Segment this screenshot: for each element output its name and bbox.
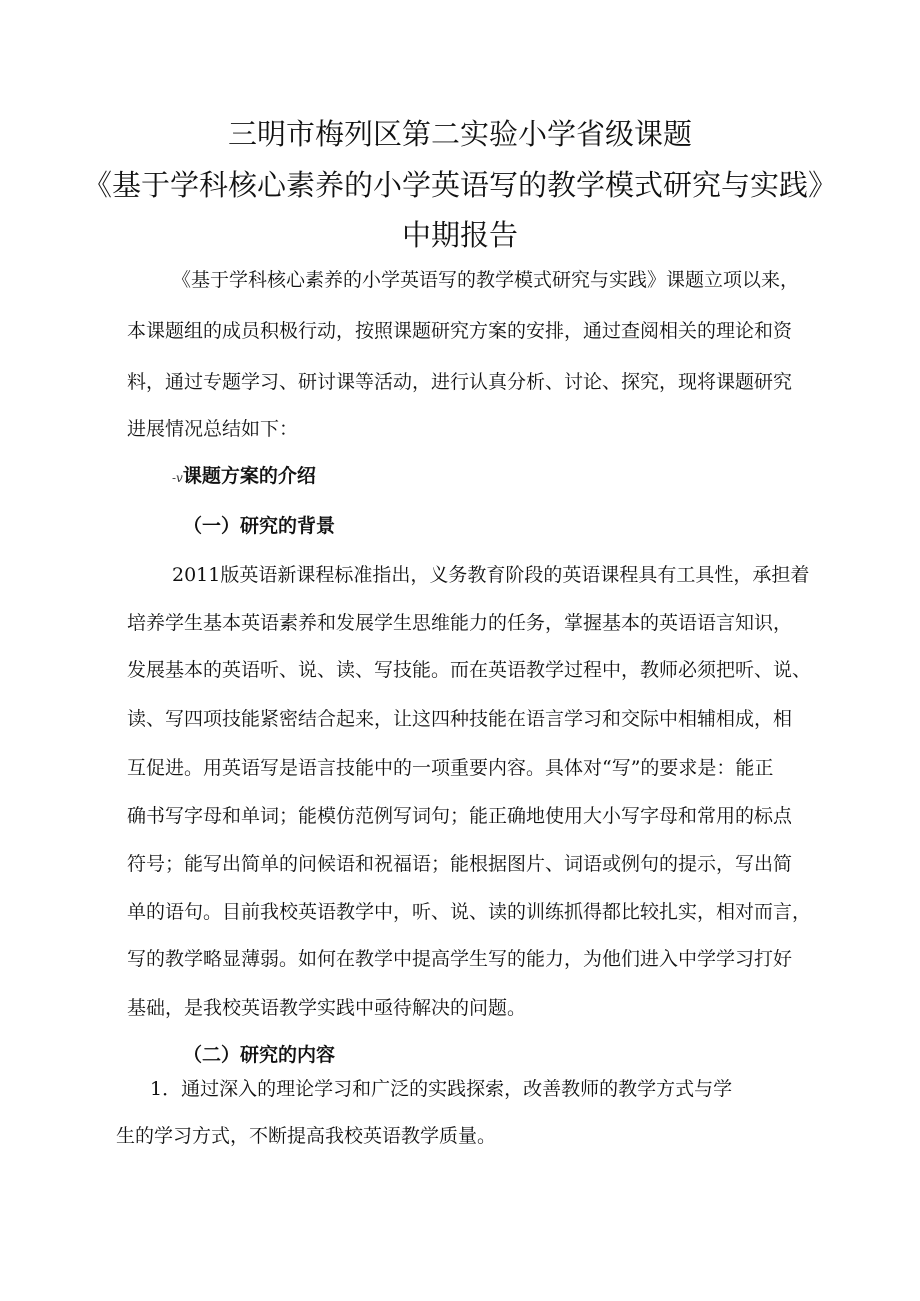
title-line-3: 中期报告: [401, 218, 518, 252]
background-line-9: 写的教学略显薄弱。如何在教学中提高学生写的能力，为他们进入中学学习打好: [127, 948, 793, 970]
title-line-2: 《基于学科核心素养的小学英语写的教学模式研究与实践》: [82, 168, 837, 202]
section-1-marker: -v: [172, 471, 183, 485]
background-line-7: 符号；能写出简单的问候语和祝福语；能根据图片、词语或例句的提示，写出简: [127, 853, 793, 875]
intro-line-3: 料，通过专题学习、研讨课等活动，进行认真分析、讨论、探究，现将课题研究: [127, 371, 793, 393]
background-line-10: 基础，是我校英语教学实践中亟待解决的问题。: [127, 997, 527, 1019]
background-line-6: 确书写字母和单词；能模仿范例写词句；能正确地使用大小写字母和常用的标点: [127, 805, 793, 827]
content-line-2: 生的学习方式，不断提高我校英语教学质量。: [116, 1125, 497, 1147]
background-line-2: 培养学生基本英语素养和发展学生思维能力的任务，掌握基本的英语语言知识，: [127, 612, 793, 634]
intro-line-1: 《基于学科核心素养的小学英语写的教学模式研究与实践》课题立项以来，: [172, 269, 800, 291]
title-line-1: 三明市梅列区第二实验小学省级课题: [227, 117, 692, 151]
content-line-1: 1．通过深入的理论学习和广泛的实践探索，改善教师的教学方式与学: [150, 1078, 733, 1100]
background-line-5: 互促进。用英语写是语言技能中的一项重要内容。具体对“写”的要求是：能正: [127, 757, 774, 779]
background-line-3: 发展基本的英语听、说、读、写技能。而在英语教学过程中，教师必须把听、说、: [127, 659, 812, 681]
subsection-1-heading: （一）研究的背景: [183, 515, 336, 537]
intro-line-2: 本课题组的成员积极行动，按照课题研究方案的安排，通过查阅相关的理论和资: [127, 320, 793, 342]
section-1-heading-text: 课题方案的介绍: [182, 465, 316, 487]
subsection-2-heading: （二）研究的内容: [183, 1044, 336, 1066]
section-1-heading: [172, 463, 316, 492]
background-line-1: 2011版英语新课程标准指出，义务教育阶段的英语课程具有工具性，承担着: [172, 564, 810, 586]
background-line-8: 单的语句。目前我校英语教学中，听、说、读的训练抓得都比较扎实，相对而言，: [127, 901, 812, 923]
intro-line-4: 进展情况总结如下：: [127, 418, 299, 440]
background-line-4: 读、写四项技能紧密结合起来，让这四种技能在语言学习和交际中相辅相成，相: [127, 708, 793, 730]
